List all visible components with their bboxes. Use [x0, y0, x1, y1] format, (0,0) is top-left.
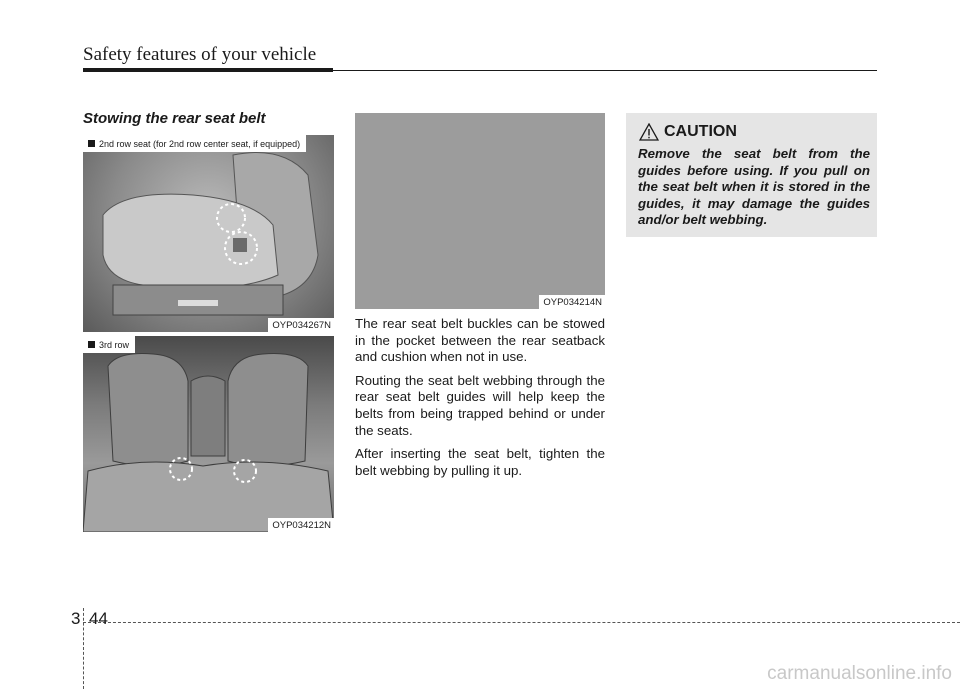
caution-title: CAUTION — [664, 123, 737, 140]
bullet-square-icon — [88, 140, 95, 147]
photo-code: OYP034212N — [268, 518, 334, 532]
page-number: 44 — [89, 609, 108, 628]
caution-box — [626, 113, 877, 237]
footer-vertical-rule — [83, 608, 84, 689]
second-row-seat-photo — [83, 135, 334, 332]
chapter-number: 3 — [71, 609, 81, 628]
body-text — [355, 316, 605, 486]
third-row-seat-illustration — [83, 336, 334, 532]
footer-rule — [83, 622, 960, 623]
header-rule-thick — [83, 68, 333, 72]
photo-code: OYP034267N — [268, 318, 334, 332]
seat-belt-guide-photo — [355, 113, 605, 309]
paragraph: Routing the seat belt webbing through the rear seat belt guides will help keep the belts from being trapped behind or under the seats. — [355, 372, 605, 438]
bullet-square-icon — [88, 341, 95, 348]
watermark: carmanualsonline.info — [767, 663, 952, 684]
page-header-title: Safety features of your vehicle — [83, 44, 317, 65]
section-heading: Stowing the rear seat belt — [83, 110, 266, 127]
header-rule-thin — [333, 70, 877, 71]
photo-label: 2nd row seat (for 2nd row center seat, if equipped) — [83, 135, 306, 152]
photo-label: 3rd row — [83, 336, 135, 353]
second-row-seat-illustration — [83, 135, 334, 332]
third-row-seat-photo — [83, 336, 334, 532]
paragraph: The rear seat belt buckles can be stowed in the pocket between the rear seatback and cushion when not in use. — [355, 316, 605, 365]
photo-code: OYP034214N — [539, 295, 605, 309]
caution-text: Remove the seat belt from the guides before using. If you pull on the seat belt when it is stored in the guides, it may damage the guides and/or belt webbing. — [638, 146, 870, 227]
warning-triangle-icon — [639, 123, 659, 141]
paragraph: After inserting the seat belt, tighten the belt webbing by pulling it up. — [355, 446, 605, 478]
